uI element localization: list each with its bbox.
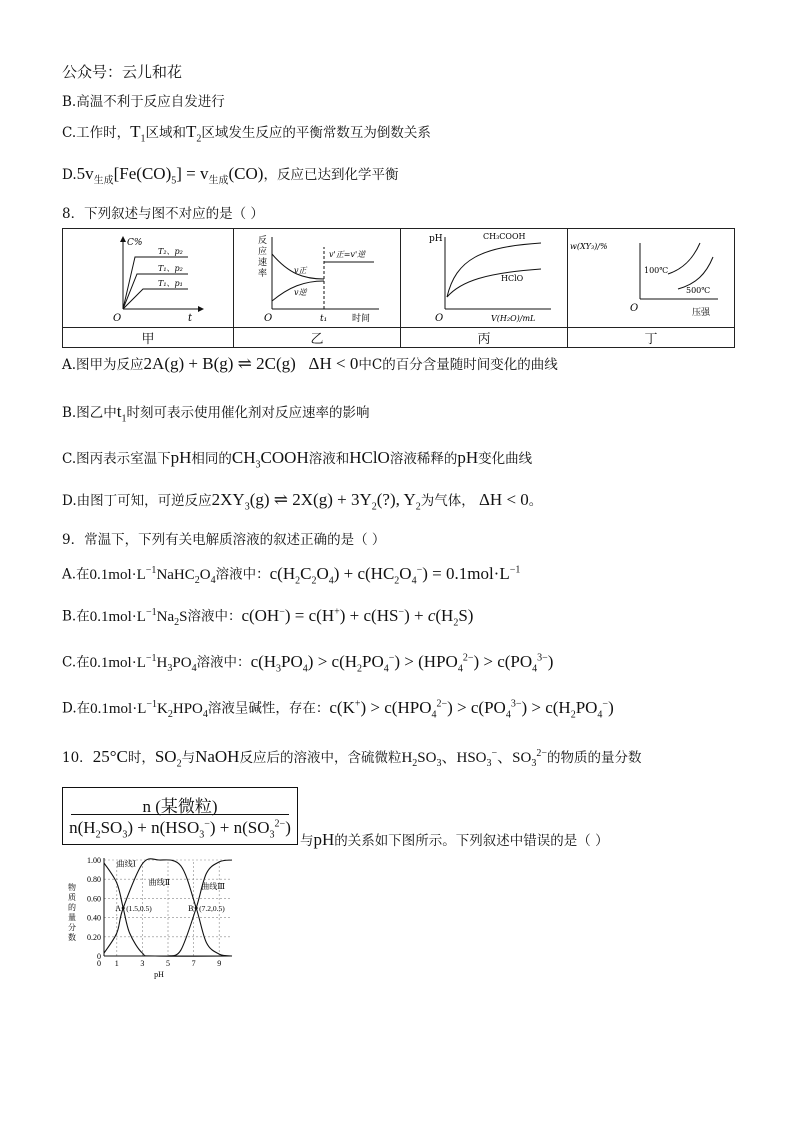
fig-ding — [568, 229, 734, 323]
fig-yi-ylabel-1: 反 — [258, 236, 268, 246]
q7-d-suffix: ，反应已达到化学平衡 — [263, 167, 399, 183]
q8-a-prefix: A.图甲为反应 — [62, 357, 144, 373]
q8-option-d: D.由图丁可知，可逆反应$2XY_3(g)$ ⇌ $2X(g) + 3Y_2(?)$, $Y_2$为气体， ΔH < 0。 — [62, 490, 543, 513]
q10-frac-num: n (某微粒) — [142, 797, 218, 816]
q8-stem: 8．下列叙述与图不对应的是（ ） — [62, 206, 264, 222]
q9-a-mid: 溶液中： — [215, 566, 270, 583]
q10-ph: pH — [313, 830, 335, 849]
q9-option-b — [62, 602, 473, 633]
fig-jia-xlabel: t — [188, 313, 193, 323]
fig-yi-vreverse: v逆 — [294, 288, 307, 297]
q10-naoh: NaOH — [195, 747, 240, 766]
q10-fraction — [62, 787, 298, 845]
q10-af-prefix: 与 — [300, 833, 314, 849]
q9-b-conc: $0.1mol\cdot L^{-1}Na_2S$ — [89, 606, 188, 628]
q7-d-formula: $5v_{生成}[Fe(CO)_5] = v_{生成}(CO)$ — [76, 164, 264, 187]
q9-d-conc: $0.1mol\cdot L^{-1}K_2HPO_4$ — [90, 698, 208, 720]
x-axis-label: pH — [154, 970, 164, 979]
y-tick-label: 0.20 — [87, 932, 101, 942]
fig-ding-curve-1: 100℃ — [644, 266, 669, 275]
q9-b-mid: 溶液中： — [187, 608, 242, 625]
q9-c-conc: $0.1mol\cdot L^{-1}H_3PO_4$ — [89, 652, 197, 674]
q7-option-c — [62, 122, 431, 149]
q9-option-c — [62, 648, 553, 679]
caption-bing: 丙 — [401, 328, 568, 348]
q10-frac-den: $n(H_2SO_3) + n(HSO_3^-) + n(SO_3^{2-})$ — [69, 818, 291, 841]
q8-d-formula: $2XY_3(g)$ ⇌ $2X(g) + 3Y_2(?)$, $Y_2$ — [211, 490, 421, 513]
annotation-text-B: (7.2,0.5) — [199, 904, 225, 913]
caption-jia: 甲 — [63, 328, 234, 348]
q8-b-suffix: 时刻可表示使用催化剂对反应速率的影响 — [126, 405, 370, 421]
fig-bing-ylabel: pH — [429, 234, 443, 244]
q7-option-b: B.高温不利于反应自发进行 — [62, 94, 225, 110]
q7-c-suffix: 区域发生反应的平衡常数互为倒数关系 — [201, 125, 431, 141]
q9-b-eq: $c(OH^-) = c(H^+) + c(HS^-) + c(H_2S)$ — [241, 605, 474, 629]
x-tick-label: 3 — [140, 959, 145, 968]
q10-mid1: 时， — [127, 750, 155, 766]
y-axis-label-char: 数 — [68, 933, 76, 942]
q7-d-prefix: D. — [62, 167, 77, 183]
q8-a-suffix: 中C的百分含量随时间变化的曲线 — [358, 357, 558, 373]
y-tick-label: 0.60 — [87, 894, 101, 904]
y-tick-label: 0.40 — [87, 913, 101, 923]
q10-so2: $SO_2$ — [154, 747, 182, 770]
q7-option-d — [62, 164, 398, 191]
q10-prefix: 10． — [62, 750, 93, 766]
y-axis-label-char: 量 — [68, 913, 76, 922]
annotation-letter-A: A — [115, 904, 121, 913]
series-label-2: 曲线Ⅱ — [148, 877, 171, 887]
series-label-1: 曲线Ⅰ — [116, 859, 136, 869]
fig-bing-xlabel: V(H₂O)/mL — [491, 314, 536, 323]
q10-after-fraction — [300, 830, 609, 851]
series-label-3: 曲线Ⅲ — [201, 881, 225, 891]
q8-c-hclo: HClO — [349, 448, 390, 467]
fig-jia-origin: O — [113, 313, 122, 323]
q7-c-prefix: C.工作时， — [62, 125, 131, 141]
q8-c-ph1: pH — [170, 448, 192, 467]
fig-yi-ylabel-4: 率 — [258, 269, 268, 279]
fig-ding-cell — [568, 229, 735, 328]
fig-ding-curve-2: 500℃ — [686, 286, 711, 295]
q8-c-mid3: 溶液稀释的 — [389, 451, 458, 467]
q9-c-mid: 溶液中： — [196, 654, 251, 671]
annotation-point-B — [195, 907, 198, 910]
q8-c-prefix: C.图丙表示室温下 — [62, 451, 171, 467]
y-tick-label: 0.80 — [87, 875, 101, 885]
q10-frac-bar — [71, 814, 289, 815]
q9-a-prefix: A.在 — [62, 566, 90, 583]
q8-option-c — [62, 448, 532, 475]
q9-b-prefix: B.在 — [62, 608, 90, 625]
y-axis-label-char: 的 — [68, 903, 76, 912]
q8-option-a — [62, 354, 558, 375]
q10-mid3: 反应后的溶液中，含硫微粒 — [239, 750, 402, 766]
q8-d-dh: ΔH < 0 — [474, 490, 529, 509]
q8-c-ph2: pH — [457, 448, 479, 467]
species-fraction-chart — [62, 852, 242, 982]
fig-yi-origin: O — [264, 313, 273, 323]
y-tick-label: 0 — [97, 952, 101, 961]
fig-yi-ylabel-3: 速 — [258, 258, 268, 268]
q9-c-prefix: C.在 — [62, 654, 90, 671]
q9-a-eq: $c(H_2C_2O_4) + c(HC_2O_4^-) = 0.1mol\cdot L^{-1}$ — [269, 563, 521, 587]
fig-ding-ylabel: w(XY₃)/% — [570, 242, 608, 251]
q8-c-mid2: 溶液和 — [308, 451, 350, 467]
caption-ding: 丁 — [568, 328, 735, 348]
annotation-letter-B: B — [188, 904, 194, 913]
fig-yi-xlabel: 时间 — [352, 314, 371, 323]
q8-a-formula: 2A(g) + B(g) ⇌ 2C(g) ΔH < 0 — [143, 354, 359, 373]
q8-b-prefix: B.图乙中 — [62, 405, 117, 421]
q9-d-eq: $c(K^+) > c(HPO_4^{2-}) > c(PO_4^{3-}) > c(H_2PO_4^-)$ — [329, 697, 614, 721]
q10-temp: 25°C — [92, 747, 128, 766]
fig-jia-ylabel: C% — [127, 238, 143, 248]
annotation-text-A: (1.5,0.5) — [126, 904, 152, 913]
fig-yi-t1: t₁ — [320, 314, 328, 323]
y-axis-label-char: 物 — [68, 883, 76, 892]
y-axis-label-char: 分 — [68, 923, 76, 932]
fig-yi-ylabel-2: 应 — [258, 247, 268, 257]
fig-bing-curve-1: CH₃COOH — [483, 232, 526, 241]
fig-jia-curve-1: T₂、p₂ — [158, 247, 183, 256]
x-origin-label: 0 — [97, 959, 101, 968]
q8-option-b — [62, 402, 369, 429]
annotation-point-A — [122, 907, 125, 910]
fig-bing — [401, 229, 567, 323]
q10-suffix: 的物质的量分数 — [546, 750, 642, 766]
fig-yi-cell — [234, 229, 401, 328]
fig-yi-after: v'正=v'逆 — [329, 250, 366, 259]
q9-option-d — [62, 694, 614, 725]
fig-ding-origin: O — [630, 303, 639, 314]
x-tick-label: 9 — [217, 959, 222, 968]
fig-jia-curve-2: T₁、p₂ — [158, 264, 183, 273]
q8-c-mid1: 相同的 — [191, 451, 232, 467]
x-tick-label: 1 — [114, 959, 119, 968]
q7-c-mid: 区域和 — [145, 125, 187, 141]
x-tick-label: 5 — [166, 959, 170, 968]
x-tick-label: 7 — [191, 959, 196, 968]
q8-c-suffix: 变化曲线 — [478, 451, 533, 467]
fig-jia-cell — [63, 229, 234, 328]
q8-d-mid: 为气体， — [420, 493, 475, 509]
fig-jia — [63, 229, 233, 323]
q10-species: $H_2SO_3$、$HSO_3^-$、$SO_3^{2-}$ — [401, 748, 547, 769]
q10-stem — [62, 744, 641, 774]
header-source: 公众号：云儿和花 — [62, 63, 183, 81]
y-axis-label-char: 质 — [68, 893, 76, 902]
q7-c-t1: $T_1$ — [130, 122, 146, 145]
q8-c-acetic: $CH_3COOH$ — [231, 448, 309, 471]
q9-stem: 9．常温下，下列有关电解质溶液的叙述正确的是（ ） — [62, 532, 386, 548]
q8-b-t1: $t_1$ — [116, 402, 127, 425]
q9-option-a — [62, 560, 520, 591]
q9-a-conc: $0.1mol\cdot L^{-1}NaHC_2O_4$ — [89, 564, 216, 586]
q9-d-mid: 溶液呈碱性，存在： — [207, 700, 330, 717]
fig-jia-curve-3: T₁、p₁ — [158, 279, 183, 288]
y-tick-label: 1.00 — [87, 856, 101, 865]
q7-c-t2: $T_2$ — [186, 122, 202, 145]
fig-bing-origin: O — [435, 313, 444, 323]
fig-ding-xlabel: 压强 — [692, 308, 711, 318]
q9-d-prefix: D.在 — [62, 700, 91, 717]
q10-af-suffix: 的关系如下图所示。下列叙述中错误的是（ ） — [334, 833, 609, 849]
fig-bing-cell — [401, 229, 568, 328]
caption-yi: 乙 — [234, 328, 401, 348]
fig-yi-vforward: v正 — [294, 266, 307, 275]
fig-yi — [234, 229, 400, 323]
q8-d-prefix: D.由图丁可知，可逆反应 — [62, 493, 212, 509]
fig-bing-curve-2: HClO — [501, 274, 524, 283]
q10-mid2: 与 — [181, 750, 196, 766]
q8-figure-table — [62, 228, 735, 348]
q9-c-eq: $c(H_3PO_4) > c(H_2PO_4^-) > (HPO_4^{2-}) > c(PO_4^{3-})$ — [250, 651, 554, 675]
